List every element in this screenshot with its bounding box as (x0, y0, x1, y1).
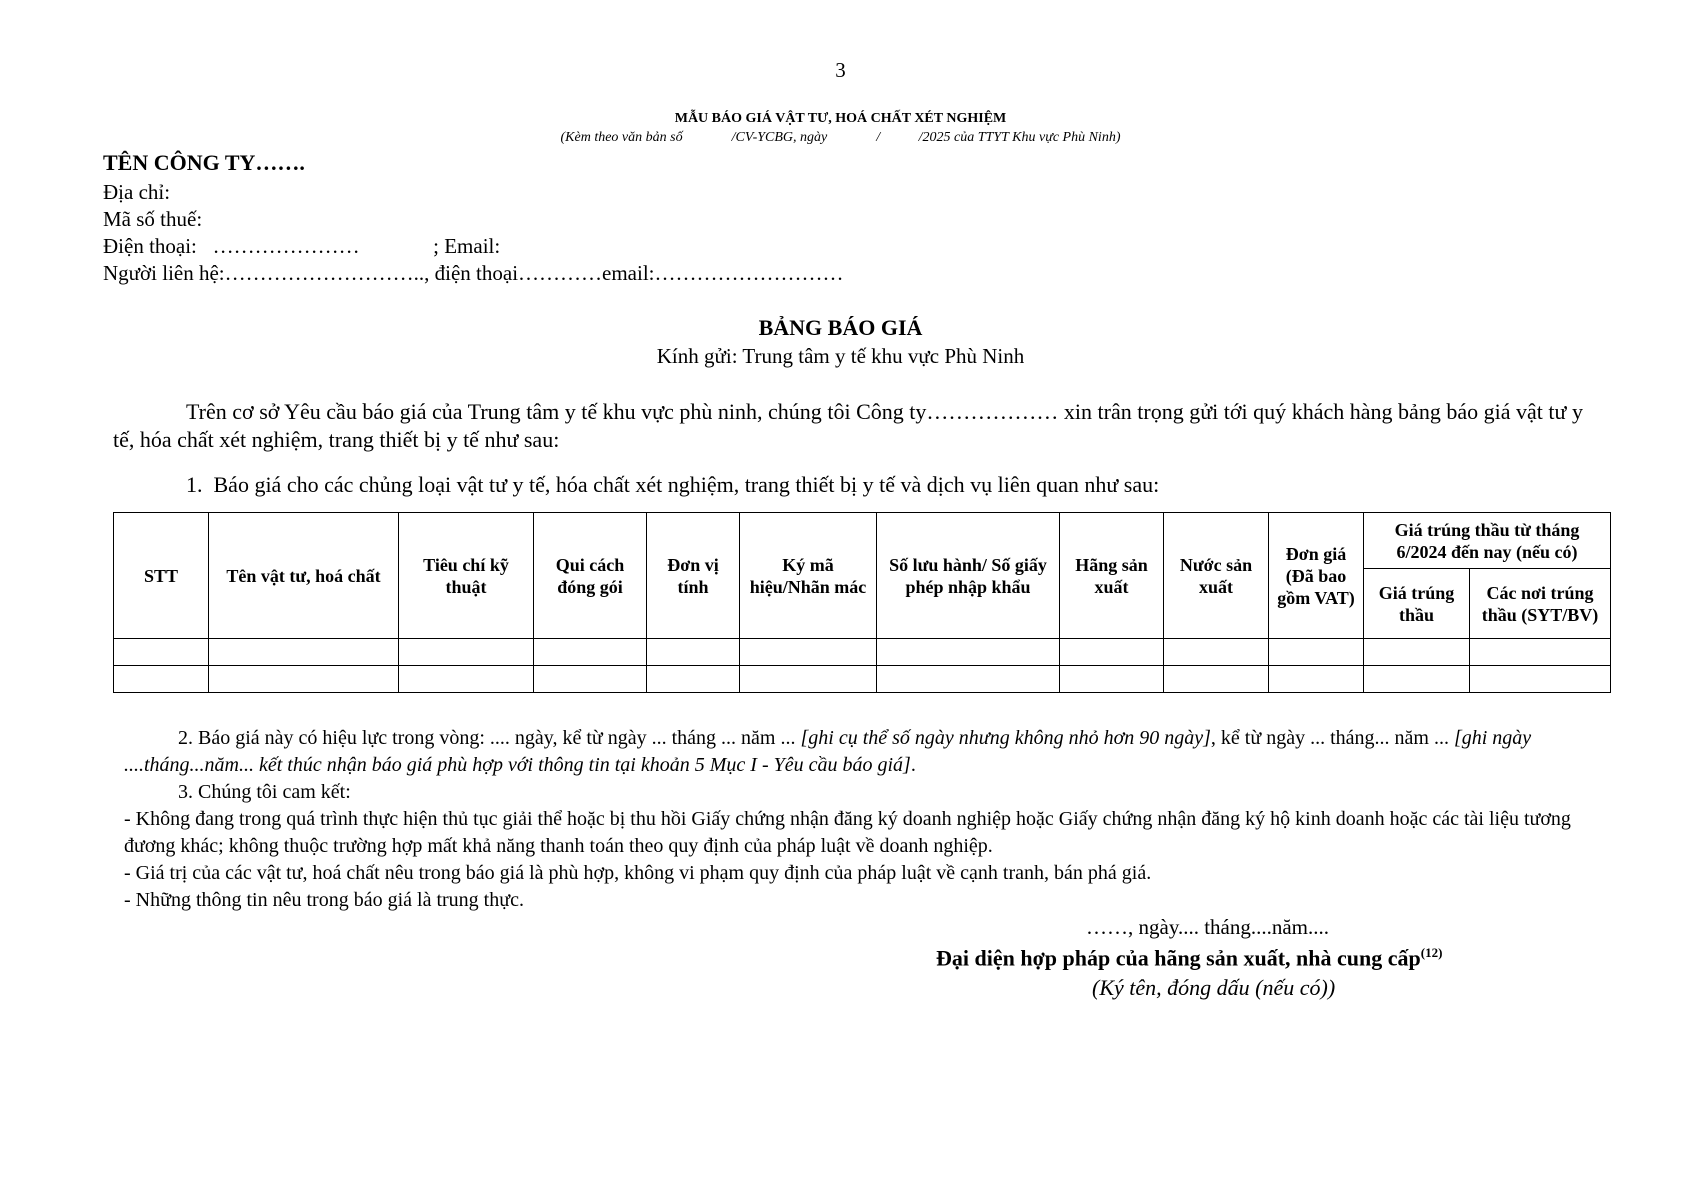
header-country: Nước sản xuất (1164, 513, 1269, 639)
header-manufacturer: Hãng sản xuất (1060, 513, 1164, 639)
commitment-item: - Không đang trong quá trình thực hiện thủ tục giải thể hoặc bị thu hồi Giấy chứng nhận đăng ký doanh nghiệp hoặc Giấy chứng nhận đăng ký hộ kinh doanh hoặc các tài liệu tương đương khác; không thuộc trường hợp mất khả năng thanh toán theo quy định của pháp luật về doanh nghiệp. (124, 808, 1571, 857)
table-row (114, 666, 1611, 693)
intro-paragraph: Trên cơ sở Yêu cầu báo giá của Trung tâm y tế khu vực phù ninh, chúng tôi Công ty……………… xin trân trọng gửi tới quý khách hàng bảng báo giá vật tư y tế, hóa chất xét nghiệm, trang thiết bị y tế như sau: (113, 399, 1583, 452)
item-1-heading: 1. Báo giá cho các chủng loại vật tư y tế, hóa chất xét nghiệm, trang thiết bị y tế và dịch vụ liên quan như sau: (186, 472, 1160, 497)
company-tax-code: Mã số thuế: (103, 207, 203, 231)
table-row (114, 639, 1611, 666)
form-subtitle: (Kèm theo văn bản số /CV-YCBG, ngày / /2025 của TTYT Khu vực Phù Ninh) (560, 130, 1121, 145)
header-winning-bid-group: Giá trúng thầu từ tháng 6/2024 đến nay (nếu có) (1364, 513, 1611, 569)
header-packaging: Qui cách đóng gói (534, 513, 647, 639)
page-number: 3 (835, 58, 846, 82)
validity-text-3: . (910, 754, 916, 776)
header-item-name: Tên vật tư, hoá chất (209, 513, 399, 639)
signature-title (936, 945, 1442, 971)
signature-note: (Ký tên, đóng dấu (nếu có)) (1092, 975, 1336, 1000)
header-license-number: Số lưu hành/ Số giấy phép nhập khẩu (877, 513, 1060, 639)
company-name: TÊN CÔNG TY……. (103, 150, 305, 175)
signature-title-text: Đại diện hợp pháp của hãng sản xuất, nhà cung cấp (936, 945, 1421, 971)
validity-text-2: , kể từ ngày ... tháng... năm ... (1210, 727, 1454, 749)
header-winning-price: Giá trúng thầu (1364, 569, 1470, 639)
header-winning-places: Các nơi trúng thầu (SYT/BV) (1470, 569, 1611, 639)
document-title: BẢNG BÁO GIÁ (758, 315, 923, 340)
validity-paragraph (124, 725, 1594, 779)
header-technical-criteria: Tiêu chí kỹ thuật (399, 513, 534, 639)
form-title: MẪU BÁO GIÁ VẬT TƯ, HOÁ CHẤT XÉT NGHIỆM (674, 111, 1007, 126)
quote-table (113, 512, 1611, 693)
validity-note-2: [ghi ngày ....tháng...năm... kết thúc nhận báo giá phù hợp với thông tin tại khoản 5 Mục I - Yêu cầu báo giá] (124, 727, 1532, 776)
validity-note-1: [ghi cụ thể số ngày nhưng không nhỏ hơn 90 ngày] (800, 727, 1211, 749)
header-unit-price: Đơn giá (Đã bao gồm VAT) (1269, 513, 1364, 639)
commitment-heading: 3. Chúng tôi cam kết: (178, 781, 351, 803)
signature-date-line: ……, ngày.... tháng....năm.... (1086, 915, 1330, 939)
footnote-marker: (12) (1420, 945, 1443, 960)
validity-text-1: 2. Báo giá này có hiệu lực trong vòng: .... ngày, kể từ ngày ... tháng ... năm ... (178, 727, 801, 749)
commitment-item: - Giá trị của các vật tư, hoá chất nêu trong báo giá là phù hợp, không vi phạm quy định của pháp luật về cạnh tranh, bán phá giá. (124, 862, 1152, 884)
company-contact: Người liên hệ:……………………….., điện thoại…………email:……………………… (103, 261, 844, 285)
company-phone-email: Điện thoại: ………………… ; Email: (103, 234, 501, 258)
header-stt: STT (114, 513, 209, 639)
company-address: Địa chỉ: (103, 180, 171, 204)
header-unit: Đơn vị tính (647, 513, 740, 639)
commitment-item: - Những thông tin nêu trong báo giá là trung thực. (124, 889, 524, 911)
recipient-line: Kính gửi: Trung tâm y tế khu vực Phù Ninh (656, 344, 1025, 368)
header-model-label: Ký mã hiệu/Nhãn mác (740, 513, 877, 639)
